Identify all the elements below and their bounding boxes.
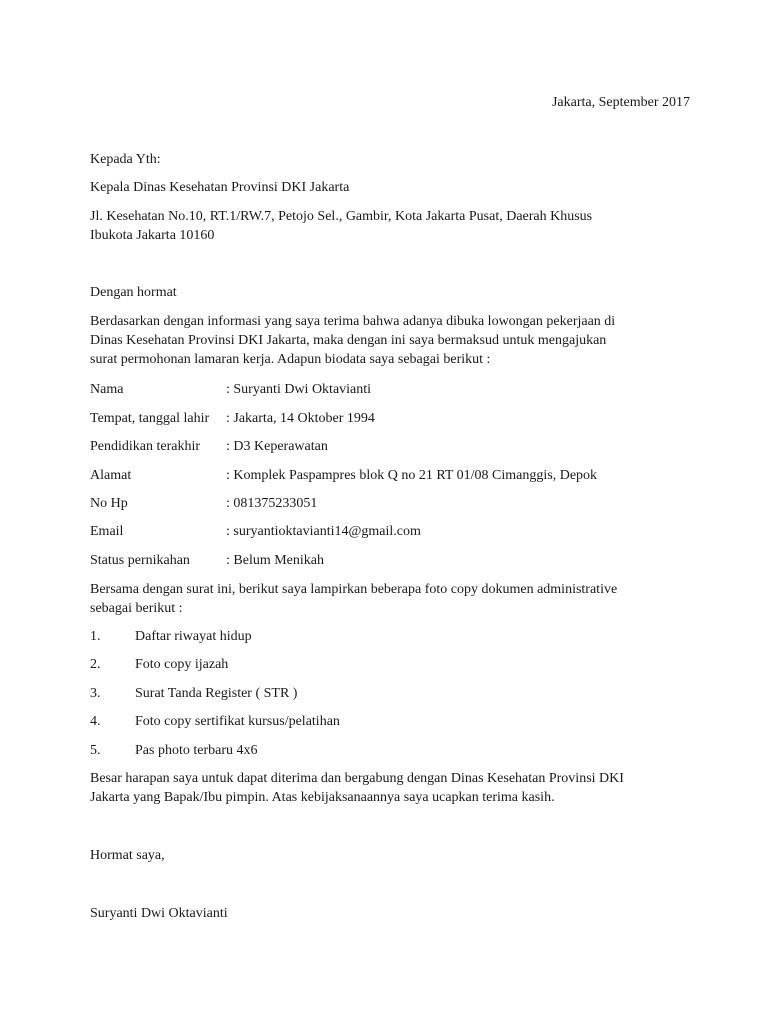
recipient-address bbox=[90, 207, 670, 245]
greeting: Dengan hormat bbox=[90, 285, 177, 300]
sign-off: Hormat saya, bbox=[90, 848, 165, 863]
closing-line: Besar harapan saya untuk dapat diterima dan bergabung dengan Dinas Kesehatan Provinsi DKI bbox=[90, 771, 624, 786]
list-number: 3. bbox=[90, 686, 101, 701]
biodata-value: : 081375233051 bbox=[226, 496, 318, 511]
list-number: 5. bbox=[90, 743, 101, 758]
list-item: Foto copy ijazah bbox=[135, 657, 229, 672]
biodata-value: : suryantioktavianti14@gmail.com bbox=[226, 524, 421, 539]
biodata-label: Email bbox=[90, 524, 124, 539]
list-item: Pas photo terbaru 4x6 bbox=[135, 743, 258, 758]
biodata-label: No Hp bbox=[90, 496, 128, 511]
biodata-label: Pendidikan terakhir bbox=[90, 439, 201, 454]
signer-name: Suryanti Dwi Oktavianti bbox=[90, 906, 228, 921]
biodata-label: Tempat, tanggal lahir bbox=[90, 411, 210, 426]
biodata-value: : D3 Keperawatan bbox=[226, 439, 328, 454]
intro-line: Dinas Kesehatan Provinsi DKI Jakarta, maka dengan ini saya bermaksud untuk mengajukan bbox=[90, 333, 607, 348]
biodata-label: Alamat bbox=[90, 468, 132, 483]
biodata-label: Status pernikahan bbox=[90, 553, 190, 568]
intro-line: Berdasarkan dengan informasi yang saya terima bahwa adanya dibuka lowongan pekerjaan di bbox=[90, 314, 616, 329]
list-item: Daftar riwayat hidup bbox=[135, 629, 252, 644]
salutation-to: Kepada Yth: bbox=[90, 152, 161, 167]
list-number: 2. bbox=[90, 657, 101, 672]
list-item: Surat Tanda Register ( STR ) bbox=[135, 686, 298, 701]
list-number: 4. bbox=[90, 714, 101, 729]
recipient: Kepala Dinas Kesehatan Provinsi DKI Jakarta bbox=[90, 180, 350, 195]
address-line: Jl. Kesehatan No.10, RT.1/RW.7, Petojo Sel., Gambir, Kota Jakarta Pusat, Daerah Khusus bbox=[90, 209, 593, 224]
attachment-intro-line: sebagai berikut : bbox=[90, 601, 183, 616]
biodata-label: Nama bbox=[90, 382, 124, 397]
biodata-value: : Suryanti Dwi Oktavianti bbox=[226, 382, 372, 397]
list-item: Foto copy sertifikat kursus/pelatihan bbox=[135, 714, 340, 729]
biodata-value: : Komplek Paspampres blok Q no 21 RT 01/08 Cimanggis, Depok bbox=[226, 468, 598, 483]
letter-date: Jakarta, September 2017 bbox=[551, 95, 690, 110]
biodata-value: : Jakarta, 14 Oktober 1994 bbox=[226, 411, 375, 426]
address-line: Ibukota Jakarta 10160 bbox=[90, 228, 215, 243]
intro-paragraph bbox=[90, 312, 670, 369]
intro-line: surat permohonan lamaran kerja. Adapun biodata saya sebagai berikut : bbox=[90, 352, 491, 367]
attachment-intro-line: Bersama dengan surat ini, berikut saya lampirkan beberapa foto copy dokumen administrative bbox=[90, 582, 618, 597]
biodata-value: : Belum Menikah bbox=[226, 553, 324, 568]
closing-line: Jakarta yang Bapak/Ibu pimpin. Atas kebijaksanaannya saya ucapkan terima kasih. bbox=[90, 790, 555, 805]
list-number: 1. bbox=[90, 629, 101, 644]
attachment-intro bbox=[90, 580, 670, 618]
closing-paragraph bbox=[90, 769, 670, 807]
